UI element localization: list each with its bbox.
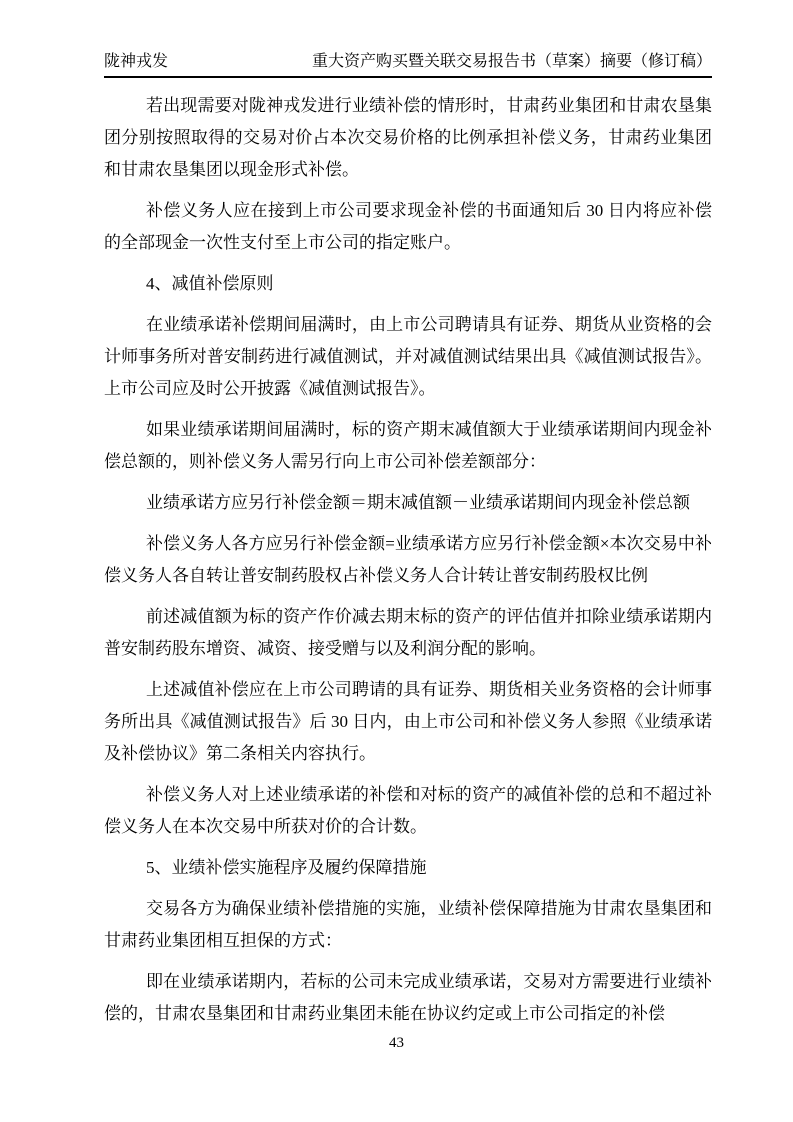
body-paragraph: 若出现需要对陇神戎发进行业绩补偿的情形时，甘肃药业集团和甘肃农垦集团分别按照取得的交易对价占本次交易价格的比例承担补偿义务，甘肃药业集团和甘肃农垦集团以现金形式补偿。: [104, 96, 712, 179]
page-footer: [0, 1033, 793, 1053]
document-body: [104, 90, 712, 1039]
body-paragraph: 补偿义务人对上述业绩承诺的补偿和对标的资产的减值补偿的总和不超过补偿义务人在本次交易中所获对价的合计数。: [104, 785, 712, 836]
body-paragraph: 在业绩承诺补偿期间届满时，由上市公司聘请具有证券、期货从业资格的会计师事务所对普安制药进行减值测试，并对减值测试结果出具《减值测试报告》。上市公司应及时公开披露《减值测试报告》。: [104, 315, 712, 398]
formula-line: 业绩承诺方应另行补偿金额＝期末减值额－业绩承诺期间内现金补偿总额: [146, 493, 690, 512]
header-left-title: 陇神戎发: [104, 53, 169, 70]
header-right-title: 重大资产购买暨关联交易报告书（草案）摘要（修订稿）: [311, 53, 712, 70]
body-paragraph: 上述减值补偿应在上市公司聘请的具有证券、期货相关业务资格的会计师事务所出具《减值测试报告》后 30 日内，由上市公司和补偿义务人参照《业绩承诺及补偿协议》第二条相关内容执行。: [104, 680, 712, 763]
body-paragraph: 如果业绩承诺期间届满时，标的资产期末减值额大于业绩承诺期间内现金补偿总额的，则补偿义务人需另行向上市公司补偿差额部分：: [104, 420, 712, 471]
body-paragraph: 前述减值额为标的资产作价减去期末标的资产的评估值并扣除业绩承诺期内普安制药股东增资、减资、接受赠与以及利润分配的影响。: [104, 607, 712, 658]
body-paragraph: 补偿义务人应在接到上市公司要求现金补偿的书面通知后 30 日内将应补偿的全部现金一次性支付至上市公司的指定账户。: [104, 201, 712, 252]
formula-paragraph: 补偿义务人各方应另行补偿金额=业绩承诺方应另行补偿金额×本次交易中补偿义务人各自转让普安制药股权占补偿义务人合计转让普安制药股权比例: [104, 534, 712, 585]
section-heading-5: 5、业绩补偿实施程序及履约保障措施: [146, 858, 427, 877]
body-paragraph: 即在业绩承诺期内，若标的公司未完成业绩承诺，交易对方需要进行业绩补偿的，甘肃农垦集团和甘肃药业集团未能在协议约定或上市公司指定的补偿: [104, 972, 712, 1023]
body-paragraph: 交易各方为确保业绩补偿措施的实施，业绩补偿保障措施为甘肃农垦集团和甘肃药业集团相互担保的方式：: [104, 899, 712, 950]
section-heading-4: 4、减值补偿原则: [146, 274, 274, 293]
page-number: 43: [389, 1035, 404, 1051]
page-header: [104, 52, 712, 78]
